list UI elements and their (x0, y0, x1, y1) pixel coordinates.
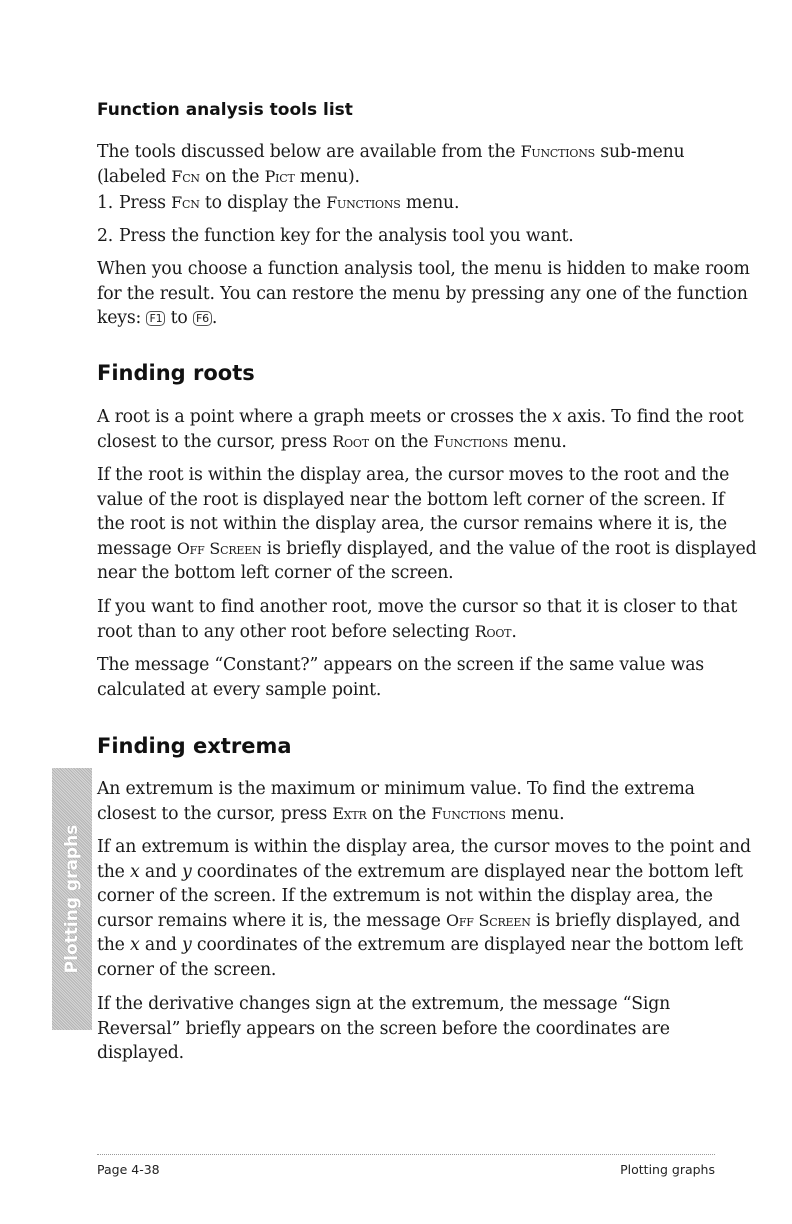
text-run: Press the function key for the analysis tool you want. (119, 226, 574, 246)
text-run: An extremum is the maximum or minimum value. To find the extrema closest to the cursor, press (97, 779, 695, 824)
variable: x (130, 861, 140, 882)
list-number: 2. (97, 226, 114, 246)
chapter-side-tab (52, 768, 92, 1030)
text-run: and (139, 861, 183, 882)
text-run: menu. (508, 431, 567, 452)
menu-term: Root (332, 431, 369, 451)
function-key-icon: F1 (146, 311, 165, 326)
menu-term: Fcn (171, 166, 200, 186)
text-run: on the (199, 166, 265, 187)
footer-divider (97, 1154, 715, 1155)
function-key-icon: F6 (193, 311, 212, 326)
text-run: . (211, 308, 218, 329)
text-run: is briefly displayed, and the value of the root is displayed near the bottom left corner of the screen. (97, 538, 757, 584)
paragraph (97, 595, 757, 644)
text-run: coordinates of the extremum are displayed near the bottom left corner of the screen. (97, 935, 743, 980)
text-run: on the (366, 803, 432, 824)
menu-term: Functions (326, 193, 401, 212)
footer-page-number: Page 4-38 (97, 1162, 160, 1177)
menu-term: Pict (264, 166, 295, 186)
menu-term: Extr (332, 803, 367, 823)
paragraph (97, 653, 757, 702)
text-run: The tools discussed below are available from the (97, 142, 521, 162)
text-run: If an extremum is within the display area, the cursor moves to the point and the (97, 837, 751, 882)
text-run: menu. (400, 193, 460, 213)
heading-finding-roots: Finding roots (97, 361, 255, 385)
menu-term: Functions (431, 803, 506, 823)
list-item (97, 224, 757, 249)
text-run: is briefly displayed, and the (97, 910, 740, 956)
menu-term: Root (474, 621, 512, 641)
side-tab-label: Plotting graphs (62, 824, 82, 974)
variable: x (130, 935, 140, 956)
text-run: If you want to find another root, move the cursor so that it is closer to that root than to any other root before selecting (97, 597, 738, 642)
text-run: axis. To find the root closest to the cursor, press (97, 407, 744, 452)
list-text (119, 224, 574, 249)
text-run: When you choose a function analysis tool, the menu is hidden to make room for the result. You can restore the menu by pressing any one of the function keys: (97, 259, 750, 329)
variable: y (182, 935, 192, 956)
text-run: and (139, 935, 183, 956)
text-run: If the root is within the display area, the cursor moves to the root and the value of the root is displayed near the bottom left corner of the screen. If the root is not within the display area, the cursor remains where it is, the message (97, 465, 730, 559)
text-run: The message “Constant?” appears on the screen if the same value was calculated at every sample point. (97, 655, 704, 700)
variable: y (182, 861, 192, 882)
heading-finding-extrema: Finding extrema (97, 734, 292, 758)
list-text (119, 191, 459, 216)
text-run: to (165, 308, 193, 329)
menu-term: Functions (433, 431, 509, 451)
text-run: A root is a point where a graph meets or crosses the (97, 407, 553, 427)
paragraph (97, 405, 757, 454)
paragraph (97, 835, 757, 983)
text-run: menu. (505, 803, 565, 824)
list-item (97, 191, 757, 216)
text-run: sub-menu (labeled (97, 142, 685, 187)
text-run: If the derivative changes sign at the extremum, the message “Sign Reversal” briefly appears on the screen before the coordinates are displayed. (97, 994, 671, 1064)
list-number: 1. (97, 193, 114, 213)
text-run: to display the (199, 193, 327, 213)
footer-section-title: Plotting graphs (620, 1162, 715, 1177)
paragraph (97, 777, 757, 826)
paragraph (97, 257, 757, 331)
menu-term: Fcn (171, 193, 200, 212)
text-run: coordinates of the extremum are displayed near the bottom left corner of the screen. If the extremum is not within the display area, the cursor remains where it is, the message (97, 861, 743, 931)
variable: x (552, 407, 562, 427)
paragraph (97, 140, 757, 189)
heading-function-analysis-tools: Function analysis tools list (97, 100, 353, 120)
paragraph (97, 992, 757, 1066)
menu-term: Off Screen (176, 538, 262, 558)
text-run: on the (368, 431, 434, 452)
text-run: menu). (294, 166, 360, 187)
paragraph (97, 463, 757, 586)
text-run: Press (119, 193, 172, 213)
menu-term: Functions (520, 142, 595, 161)
text-run: . (511, 621, 517, 642)
menu-term: Off Screen (446, 910, 531, 930)
